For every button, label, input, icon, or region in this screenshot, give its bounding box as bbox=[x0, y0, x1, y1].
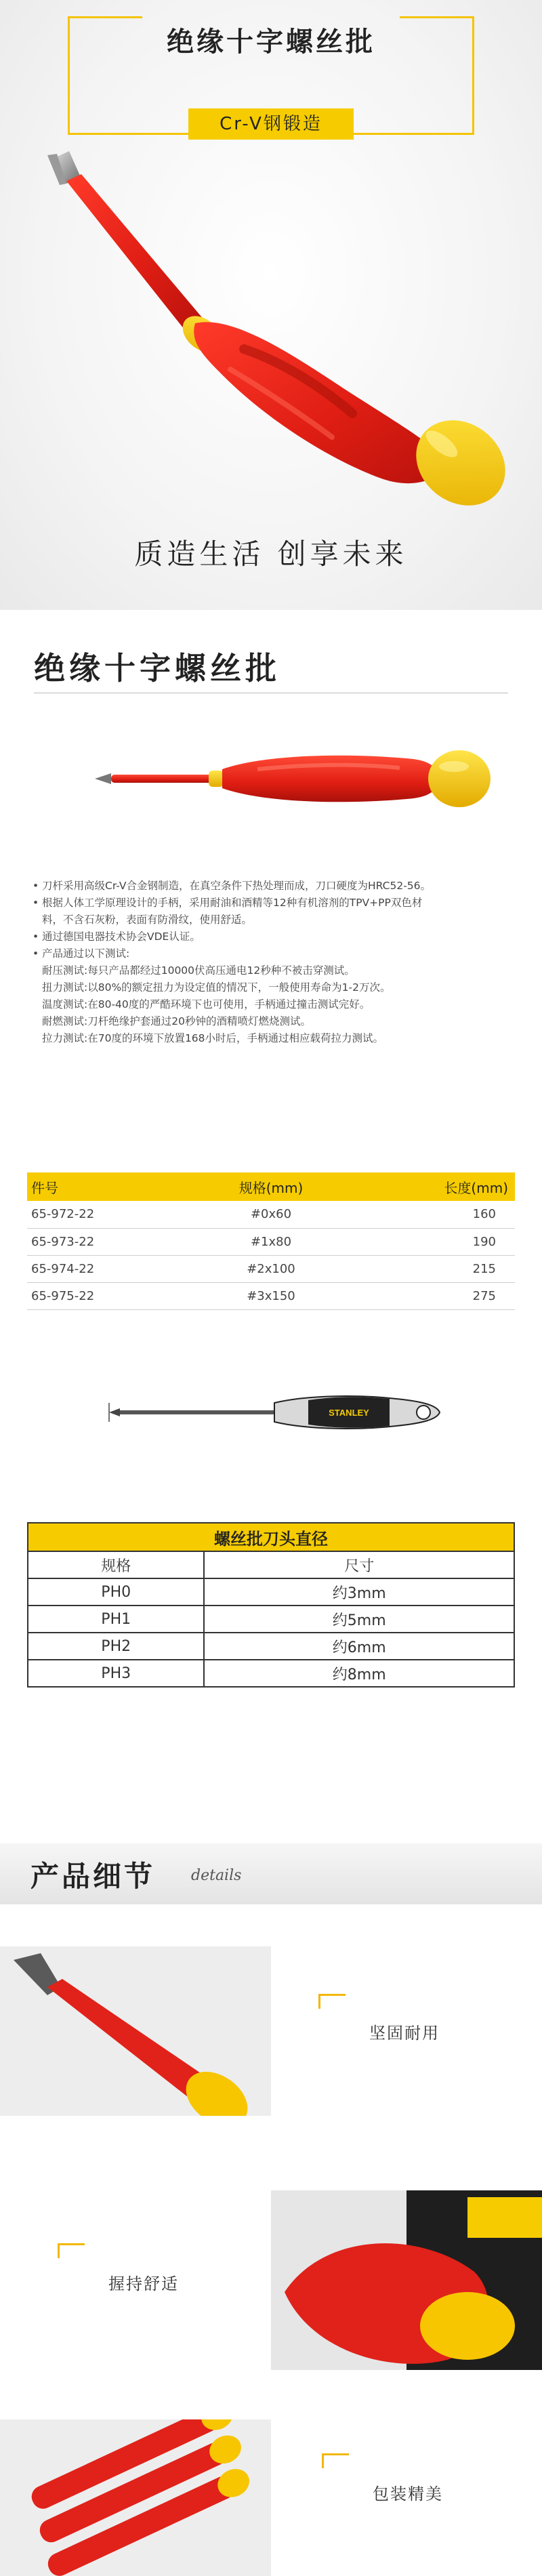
tip-table-caption: 螺丝批刀头直径 bbox=[28, 1523, 514, 1551]
spec-table bbox=[27, 1172, 515, 1310]
table-row bbox=[28, 1660, 514, 1687]
cell-tip-size: 约6mm bbox=[204, 1633, 514, 1660]
details-section bbox=[0, 1769, 542, 2576]
cell-part-no: 65-973-22 bbox=[27, 1228, 190, 1255]
cell-spec: #1x80 bbox=[190, 1228, 352, 1255]
cell-length: 215 bbox=[352, 1255, 515, 1282]
table-row bbox=[27, 1282, 515, 1309]
cell-spec: #0x60 bbox=[190, 1201, 352, 1228]
feature-item: • 根据人体工学原理设计的手柄，采用耐油和酒精等12种有机溶剂的TPV+PP双色材 bbox=[33, 895, 520, 912]
hero-title: 绝缘十字螺丝批 bbox=[167, 26, 375, 58]
hero-material-badge: Cr-V钢锻造 bbox=[188, 108, 354, 140]
tip-size-section bbox=[0, 1308, 542, 1769]
table-row bbox=[27, 1201, 515, 1228]
cell-tip-size: 约3mm bbox=[204, 1578, 514, 1606]
details-title: 产品细节 bbox=[30, 1860, 156, 1893]
table-caption-row bbox=[28, 1523, 514, 1551]
detail-label-grip: 握持舒适 bbox=[108, 2274, 179, 2293]
details-subtitle: details bbox=[191, 1867, 242, 1884]
hero-screwdriver-image bbox=[27, 146, 528, 512]
table-row bbox=[28, 1578, 514, 1606]
label-corner-decoration bbox=[322, 2453, 349, 2468]
table-row bbox=[28, 1606, 514, 1633]
cell-length: 160 bbox=[352, 1201, 515, 1228]
tip-size-table bbox=[27, 1522, 515, 1688]
cell-part-no: 65-972-22 bbox=[27, 1201, 190, 1228]
cell-length: 190 bbox=[352, 1228, 515, 1255]
label-corner-decoration bbox=[318, 1994, 346, 2009]
table-row bbox=[27, 1255, 515, 1282]
product-section bbox=[0, 610, 542, 1078]
tip-diagram-screwdriver-image bbox=[105, 1376, 444, 1450]
test-item: 拉力测试:在70度的环境下放置168小时后，手柄通过相应载荷拉力测试。 bbox=[42, 1032, 384, 1044]
col-header-spec: 规格 bbox=[28, 1551, 204, 1578]
hero-section bbox=[0, 0, 542, 610]
table-row bbox=[28, 1633, 514, 1660]
feature-item: • 产品通过以下测试: bbox=[33, 945, 520, 962]
label-corner-decoration bbox=[58, 2243, 85, 2258]
col-header-part-no: 件号 bbox=[27, 1172, 190, 1201]
hero-slogan: 质造生活 创享未来 bbox=[134, 537, 408, 571]
cell-spec: #2x100 bbox=[190, 1255, 352, 1282]
test-item: 耐燃测试:刀杆绝缘护套通过20秒钟的酒精喷灯燃烧测试。 bbox=[42, 1015, 311, 1027]
cell-part-no: 65-975-22 bbox=[27, 1282, 190, 1309]
detail-image-packaging bbox=[0, 2419, 271, 2576]
cell-tip-spec: PH3 bbox=[28, 1660, 204, 1687]
detail-label-durable: 坚固耐用 bbox=[369, 2024, 440, 2043]
cell-length: 275 bbox=[352, 1282, 515, 1309]
cell-tip-spec: PH2 bbox=[28, 1633, 204, 1660]
spec-table-section bbox=[0, 1078, 542, 1308]
svg-text:STANLEY: STANLEY bbox=[329, 1408, 369, 1418]
table-header-row bbox=[27, 1172, 515, 1201]
detail-image-grip bbox=[271, 2190, 542, 2370]
feature-item: • 刀杆采用高级Cr-V合金钢制造，在真空条件下热处理而成，刀口硬度为HRC52-56。 bbox=[33, 878, 520, 895]
col-header-spec: 规格(mm) bbox=[190, 1172, 352, 1201]
test-item: 扭力测试:以80%的额定扭力为设定值的情况下，一般使用寿命为1-2万次。 bbox=[42, 981, 391, 994]
cell-part-no: 65-974-22 bbox=[27, 1255, 190, 1282]
detail-label-packaging: 包装精美 bbox=[373, 2485, 443, 2503]
cell-tip-spec: PH1 bbox=[28, 1606, 204, 1633]
product-screwdriver-image bbox=[88, 729, 508, 830]
cell-tip-size: 约8mm bbox=[204, 1660, 514, 1687]
table-row bbox=[27, 1228, 515, 1255]
col-header-length: 长度(mm) bbox=[352, 1172, 515, 1201]
test-item: 耐压测试:每只产品都经过10000伏高压通电12秒种不被击穿测试。 bbox=[42, 964, 355, 977]
cell-tip-spec: PH0 bbox=[28, 1578, 204, 1606]
product-title: 绝缘十字螺丝批 bbox=[34, 650, 280, 687]
cell-spec: #3x150 bbox=[190, 1282, 352, 1309]
feature-item: 料，不含石灰粉，表面有防滑纹，使用舒适。 bbox=[42, 914, 253, 926]
test-item: 温度测试:在80-40度的严酷环境下也可使用，手柄通过撞击测试完好。 bbox=[42, 998, 371, 1010]
col-header-size: 尺寸 bbox=[204, 1551, 514, 1578]
cell-tip-size: 约5mm bbox=[204, 1606, 514, 1633]
feature-list bbox=[33, 878, 520, 1047]
table-header-row bbox=[28, 1551, 514, 1578]
feature-item: • 通过德国电器技术协会VDE认证。 bbox=[33, 928, 520, 945]
detail-image-tip bbox=[0, 1946, 271, 2116]
